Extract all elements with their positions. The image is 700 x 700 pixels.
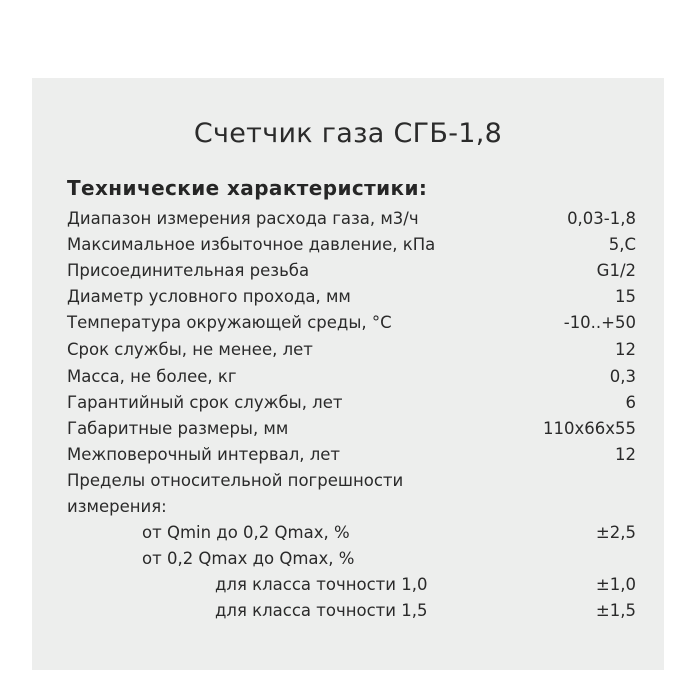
- spec-row-error-low-range: [32, 520, 664, 546]
- spec-value: ±2,5: [595, 523, 636, 542]
- spec-label: Межповерочный интервал, лет: [67, 445, 341, 464]
- spec-label: Гарантийный срок службы, лет: [67, 393, 343, 412]
- spec-row-mass: [32, 364, 664, 390]
- spec-value: 12: [615, 340, 636, 359]
- spec-value: G1/2: [596, 261, 636, 280]
- spec-label: от Qmin до 0,2 Qmax, %: [142, 523, 350, 542]
- spec-value: -10..+50: [563, 313, 636, 332]
- spec-value: 110х66х55: [542, 419, 636, 438]
- spec-value: ±1,0: [595, 575, 636, 594]
- spec-value: 0,03-1,8: [567, 209, 636, 228]
- specs-heading: Технические характеристики:: [67, 176, 428, 200]
- spec-row-ambient-temperature: [32, 310, 664, 336]
- spec-label: для класса точности 1,0: [215, 575, 428, 594]
- spec-row-accuracy-class-1-5: [32, 598, 664, 624]
- spec-row-max-pressure: [32, 232, 664, 258]
- spec-row-service-life: [32, 337, 664, 363]
- spec-value: ±1,5: [595, 601, 636, 620]
- spec-label: измерения:: [67, 497, 167, 516]
- spec-label: Присоединительная резьба: [67, 261, 310, 280]
- spec-label: Габаритные размеры, мм: [67, 419, 289, 438]
- spec-row-nominal-diameter: [32, 284, 664, 310]
- spec-label: Максимальное избыточное давление, кПа: [67, 235, 436, 254]
- spec-value: 15: [615, 287, 636, 306]
- spec-value: 5,С: [608, 235, 636, 254]
- spec-row-accuracy-class-1-0: [32, 572, 664, 598]
- spec-label: Пределы относительной погрешности: [67, 471, 404, 490]
- spec-label: Масса, не более, кг: [67, 367, 237, 386]
- spec-row-verification-interval: [32, 442, 664, 468]
- spec-label: Срок службы, не менее, лет: [67, 340, 313, 359]
- spec-row-warranty: [32, 390, 664, 416]
- spec-label: от 0,2 Qmax до Qmax, %: [142, 549, 355, 568]
- spec-value: 0,3: [609, 367, 636, 386]
- spec-row-error-limits: [32, 468, 664, 494]
- spec-label: Диаметр условного прохода, мм: [67, 287, 351, 306]
- spec-label: Диапазон измерения расхода газа, м3/ч: [67, 209, 419, 228]
- spec-row-error-limits-cont: [32, 494, 664, 520]
- spec-row-dimensions: [32, 416, 664, 442]
- spec-row-measurement-range: [32, 206, 664, 232]
- spec-sheet: [32, 78, 664, 670]
- product-title: Счетчик газа СГБ-1,8: [193, 118, 503, 149]
- spec-row-thread: [32, 258, 664, 284]
- spec-label: для класса точности 1,5: [215, 601, 428, 620]
- spec-value: 12: [615, 445, 636, 464]
- spec-value: 6: [625, 393, 636, 412]
- spec-label: Температура окружающей среды, °С: [67, 313, 392, 332]
- spec-row-error-high-range: [32, 546, 664, 572]
